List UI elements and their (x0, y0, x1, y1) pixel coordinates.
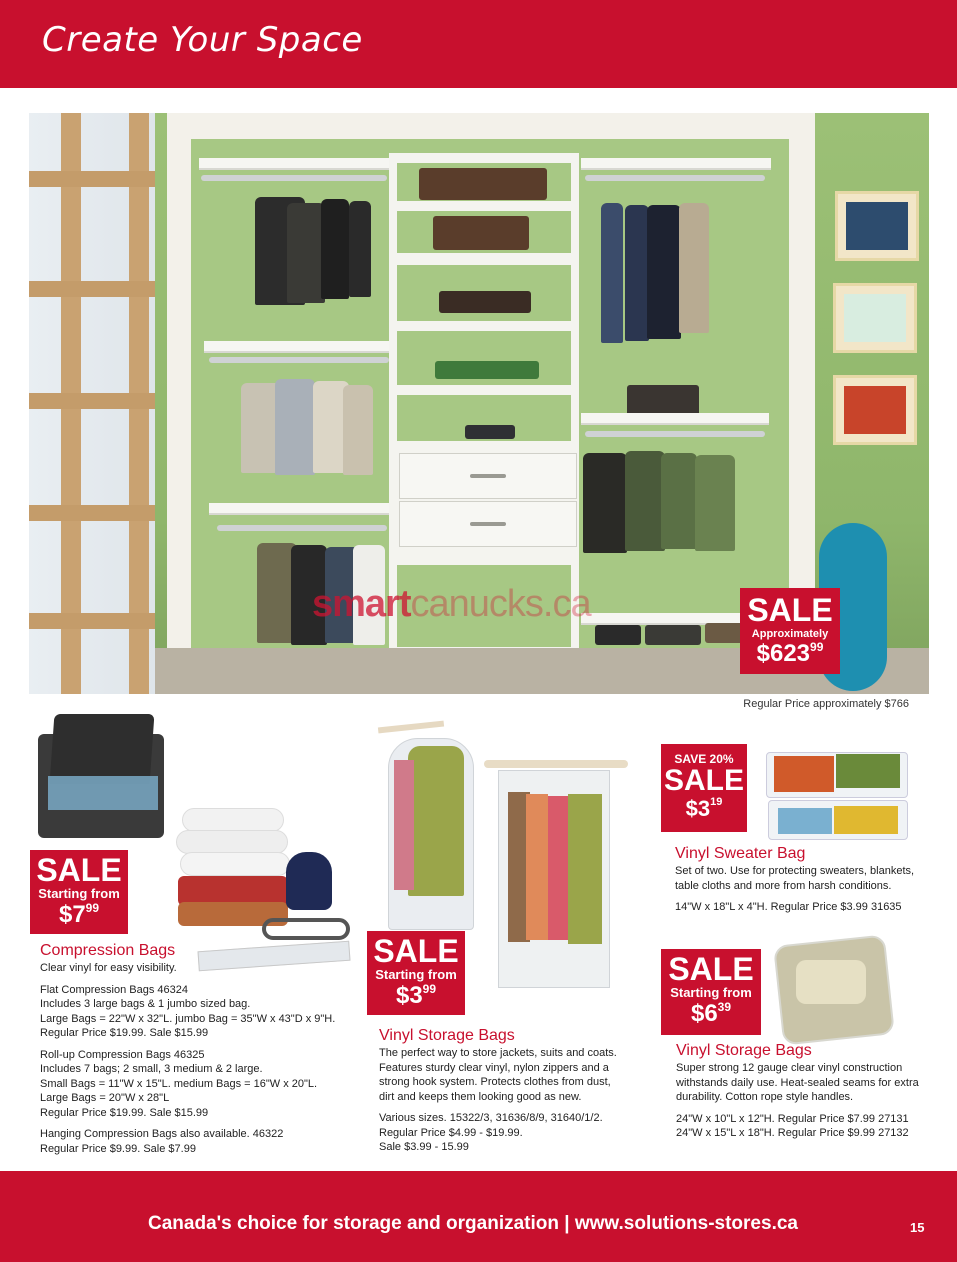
price-dollars: $623 (756, 640, 811, 667)
text-line: 14"W x 18"L x 4"H. Regular Price $3.99 31635 (675, 901, 902, 913)
shirt (275, 379, 315, 475)
text-line: dirt and keeps them looking good as new. (379, 1090, 582, 1103)
text-line: The perfect way to store jackets, suits and coats. (379, 1047, 617, 1059)
pants (625, 205, 649, 341)
text-line: 24"W x 15"L x 18"H. Regular Price $9.99 27132 (676, 1127, 909, 1139)
jacket (287, 203, 325, 303)
hanging-rod (217, 525, 387, 531)
text-line: Roll-up Compression Bags 46325 (40, 1048, 205, 1061)
text-line: Hanging Compression Bags also available. 46322 (40, 1128, 284, 1140)
pants (601, 203, 623, 343)
sale-word: SALE (668, 951, 754, 987)
text-line: Set of two. Use for protecting sweaters, blankets, (675, 865, 915, 877)
vinyl-storage2-title: Vinyl Storage Bags (676, 1042, 812, 1059)
text-line: Large Bags = 20"W x 28"L (40, 1092, 170, 1104)
closet-frame-top (167, 113, 815, 139)
text-line: table cloths and more from harsh conditions. (675, 879, 892, 892)
sale-price (58, 901, 100, 928)
shoes (645, 625, 701, 645)
jacket (349, 201, 371, 297)
vinyl-storage-sale-badge (367, 931, 465, 1015)
pillows-vacuum-image (176, 806, 352, 966)
price-cents: 99 (810, 640, 824, 654)
text-line: Small Bags = 11"W x 15"L. medium Bags = 16"W x 20"L. (40, 1077, 318, 1090)
sale-word: SALE (747, 592, 833, 628)
text-line: Regular Price $9.99. Sale $7.99 (40, 1142, 196, 1155)
hanging-rod (201, 175, 387, 181)
vinyl-storage-description (379, 1046, 649, 1162)
text-line: Regular Price $19.99. Sale $15.99 (40, 1027, 209, 1039)
wire-shelf (199, 158, 389, 170)
suitcase-image (34, 714, 170, 844)
price-cents: 39 (717, 1000, 732, 1014)
text-line: Super strong 12 gauge clear vinyl construction (676, 1062, 903, 1074)
vinyl-storage-title: Vinyl Storage Bags (379, 1027, 515, 1044)
sale-price (690, 1000, 732, 1027)
text-line: Regular Price $19.99. Sale $15.99 (40, 1106, 209, 1119)
text-line: strong hook system. Protects clothes from dust, (379, 1076, 611, 1088)
watermark-rest: canucks.ca (410, 583, 591, 625)
vinyl-storage2-sale-badge (661, 949, 761, 1035)
sale-word: SALE (373, 933, 459, 969)
closet-frame-left (167, 113, 191, 648)
pants (679, 203, 709, 333)
folded-towels (439, 291, 531, 313)
ladder-rung (29, 171, 155, 187)
hero-sale-badge (740, 588, 840, 674)
drawer-handle (470, 522, 506, 526)
page-number: 15 (910, 1220, 925, 1235)
sweater-bag-image (762, 748, 910, 842)
jacket (321, 199, 349, 299)
watermark (312, 583, 591, 626)
text-line: Flat Compression Bags 46324 (40, 983, 188, 996)
sale-sub: Approximately (751, 628, 829, 640)
ladder-rung (29, 393, 155, 409)
sale-price (756, 640, 824, 667)
hanging-rod (585, 175, 765, 181)
drawer-handle (470, 474, 506, 478)
jacket (695, 455, 735, 551)
wall-art-raccoon (833, 375, 917, 445)
hanging-rod (209, 357, 389, 363)
sweater-sale-badge (661, 744, 747, 832)
text-line: withstands daily use. Heat-sealed seams for extra (676, 1076, 919, 1089)
price-cents: 99 (422, 982, 437, 996)
price-dollars: $7 (58, 901, 86, 928)
toy-truck (435, 361, 539, 379)
price-dollars: $3 (395, 982, 423, 1009)
bunk-ladder (29, 113, 155, 694)
jacket (625, 451, 665, 551)
drawer (399, 453, 577, 499)
wire-shelf (581, 158, 771, 170)
text-line: Clear vinyl for easy visibility. (40, 962, 177, 974)
page-title: Create Your Space (42, 20, 363, 60)
shoes (705, 623, 745, 643)
wire-shelf (209, 503, 395, 515)
save-label: SAVE 20% (674, 752, 734, 766)
sale-word: SALE (663, 764, 744, 797)
shirt (343, 385, 373, 475)
sale-sub: Starting from (375, 967, 457, 982)
sale-word: SALE (36, 852, 122, 888)
text-line: 24"W x 10"L x 12"H. Regular Price $7.99 27131 (676, 1112, 909, 1125)
text-line: Various sizes. 15322/3, 31636/8/9, 31640/1/2. (379, 1112, 603, 1124)
wire-shelf (581, 413, 769, 425)
sale-price (395, 982, 437, 1009)
price-dollars: $6 (690, 1000, 718, 1027)
price-cents: 99 (85, 901, 100, 915)
watermark-brand: smart (312, 583, 411, 625)
sale-sub: Starting from (38, 886, 120, 901)
wicker-basket (419, 168, 547, 200)
text-line: Regular Price $4.99 - $19.99. (379, 1126, 523, 1139)
wicker-basket (433, 216, 529, 250)
text-line: Sale $3.99 - 15.99 (379, 1141, 469, 1153)
text-line: Large Bags = 22"W x 32"L. jumbo Bag = 35"W x 43"D x 9"H. (40, 1012, 336, 1025)
page-footer (0, 1171, 957, 1262)
closet-hero-image (29, 113, 929, 694)
compression-sale-badge (30, 850, 128, 934)
sweater-title: Vinyl Sweater Bag (675, 845, 806, 862)
text-line: durability. Cotton rope style handles. (676, 1091, 854, 1103)
text-line: Includes 3 large bags & 1 jumbo sized bag. (40, 998, 251, 1010)
shoes (595, 625, 641, 645)
sale-price (685, 796, 723, 821)
wall-art-elephant (835, 191, 919, 261)
vinyl-storage2-description (676, 1061, 946, 1148)
sale-sub: Starting from (670, 985, 752, 1000)
ladder-rung (29, 505, 155, 521)
closet-frame-right (789, 113, 815, 648)
compression-title: Compression Bags (40, 942, 176, 959)
wire-shelf (204, 341, 394, 353)
price-dollars: $3 (685, 796, 711, 821)
text-line: Includes 7 bags; 2 small, 3 medium & 2 large. (40, 1063, 263, 1075)
footer-tagline: Canada's choice for storage and organization | www.solutions-stores.ca (148, 1213, 798, 1234)
hanging-rod (585, 431, 765, 437)
wall-art-fox (833, 283, 917, 353)
jacket (583, 453, 627, 553)
hero-regular-price: Regular Price approximately $766 (743, 698, 909, 710)
price-cents: 19 (710, 796, 723, 808)
blanket-bag-image (774, 932, 890, 1042)
compression-description (40, 961, 350, 1163)
ladder-rung (29, 613, 155, 629)
page-header (0, 0, 957, 88)
pants (647, 205, 681, 339)
sneakers (465, 425, 515, 439)
ladder-rung (29, 281, 155, 297)
text-line: Features sturdy clear vinyl, nylon zippers and a (379, 1061, 609, 1074)
sweater-description (675, 864, 945, 922)
drawer (399, 501, 577, 547)
jacket (661, 453, 697, 549)
